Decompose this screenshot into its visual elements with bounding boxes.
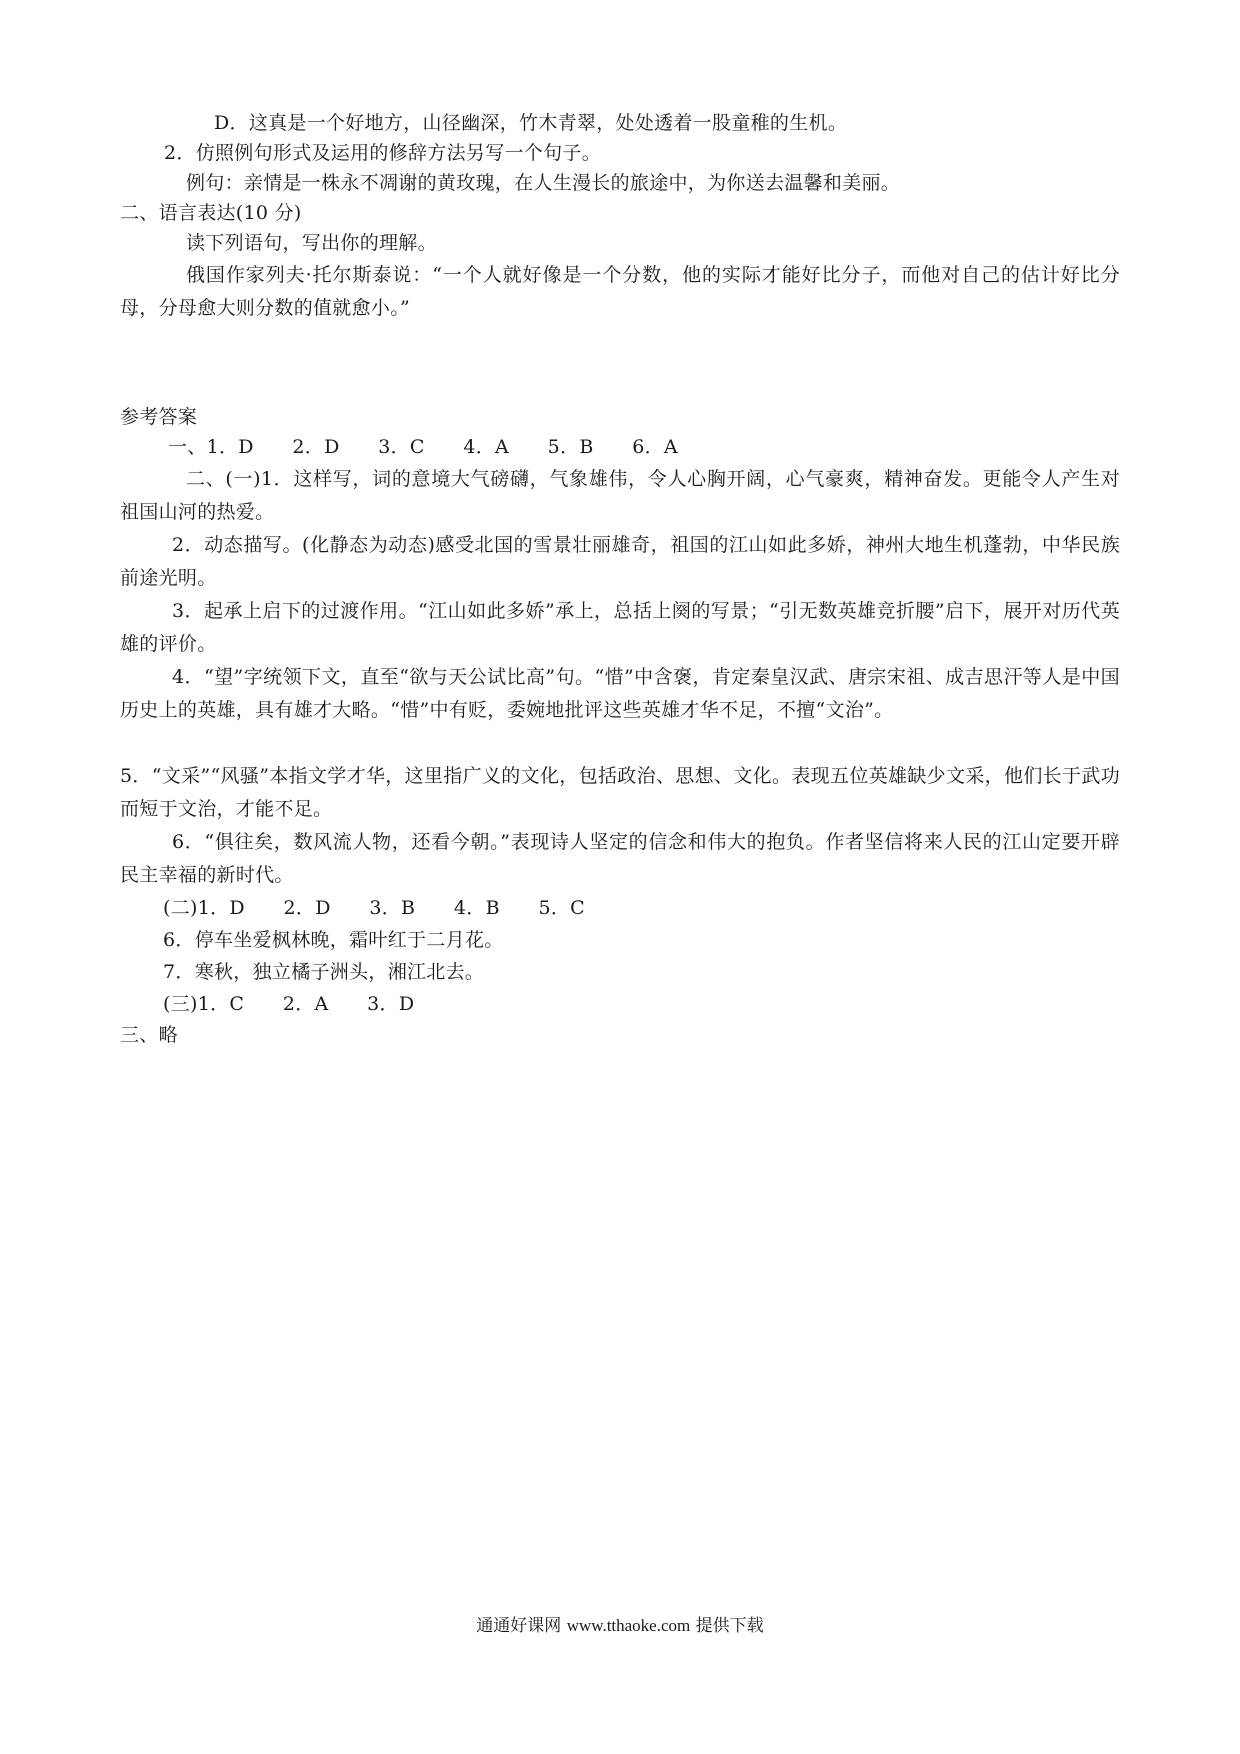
- question-2: 2．仿照例句形式及运用的修辞方法另写一个句子。: [164, 142, 601, 164]
- section-2-instruction: 读下列语句，写出你的理解。: [186, 232, 437, 254]
- footer-site-name: 通通好课网: [476, 1616, 562, 1636]
- section-2-heading: 二、语言表达(10 分): [120, 202, 302, 224]
- answers-title: 参考答案: [120, 406, 198, 428]
- answer-2-6: 6．“俱往矣，数风流人物，还看今朝。”表现诗人坚定的信念和伟大的抱负。作者坚信将来人民的江山定要开辟民主幸福的新时代。: [120, 831, 1120, 886]
- answer-2-5: 5．“文采”“风骚”本指文学才华，这里指广义的文化，包括政治、思想、文化。表现五位英雄缺少文采，他们长于武功而短于文治，才能不足。: [120, 765, 1120, 820]
- answers-part2-c: (三)1．C 2．A 3．D: [163, 993, 415, 1015]
- answer-b-6: 6．停车坐爱枫林晚，霜叶红于二月花。: [163, 929, 504, 951]
- section-2-quote: 俄国作家列夫·托尔斯泰说：“一个人就好像是一个分数，他的实际才能好比分子，而他对自己的估计好比分母，分母愈大则分数的值就愈小。”: [120, 264, 1120, 319]
- answer-2-4: 4．“望”字统领下文，直至“欲与天公试比高”句。“惜”中含褒，肯定秦皇汉武、唐宗宋祖、成吉思汗等人是中国历史上的英雄，具有雄才大略。“惜”中有贬，委婉地批评这些英雄才华不足，不擅“文治”。: [120, 666, 1120, 721]
- question-2-example: 例句：亲情是一株永不凋谢的黄玫瑰，在人生漫长的旅途中，为你送去温馨和美丽。: [186, 172, 901, 194]
- answer-2-2: 2．动态描写。(化静态为动态)感受北国的雪景壮丽雄奇，祖国的江山如此多娇，神州大地生机蓬勃，中华民族前途光明。: [120, 534, 1120, 589]
- answer-2-3: 3．起承上启下的过渡作用。“江山如此多娇”承上，总括上阕的写景；“引无数英雄竞折腰”启下，展开对历代英雄的评价。: [120, 600, 1120, 655]
- footer-suffix: 提供下载: [695, 1616, 764, 1636]
- answer-2-1: 二、(一)1．这样写，词的意境大气磅礴，气象雄伟，令人心胸开阔，心气豪爽，精神奋发。更能令人产生对祖国山河的热爱。: [120, 468, 1120, 523]
- page-footer: [0, 1614, 1240, 1638]
- footer-url[interactable]: www.tthaoke.com: [566, 1616, 691, 1635]
- answer-b-7: 7．寒秋，独立橘子洲头，湘江北去。: [163, 961, 485, 983]
- answers-part3: 三、略: [120, 1024, 178, 1046]
- answers-part1: 一、1．D 2．D 3．C 4．A 5．B 6．A: [168, 436, 678, 458]
- answers-part2-b: (二)1．D 2．D 3．B 4．B 5．C: [163, 897, 585, 919]
- option-d: D．这真是一个好地方，山径幽深，竹木青翠，处处透着一股童稚的生机。: [214, 112, 848, 134]
